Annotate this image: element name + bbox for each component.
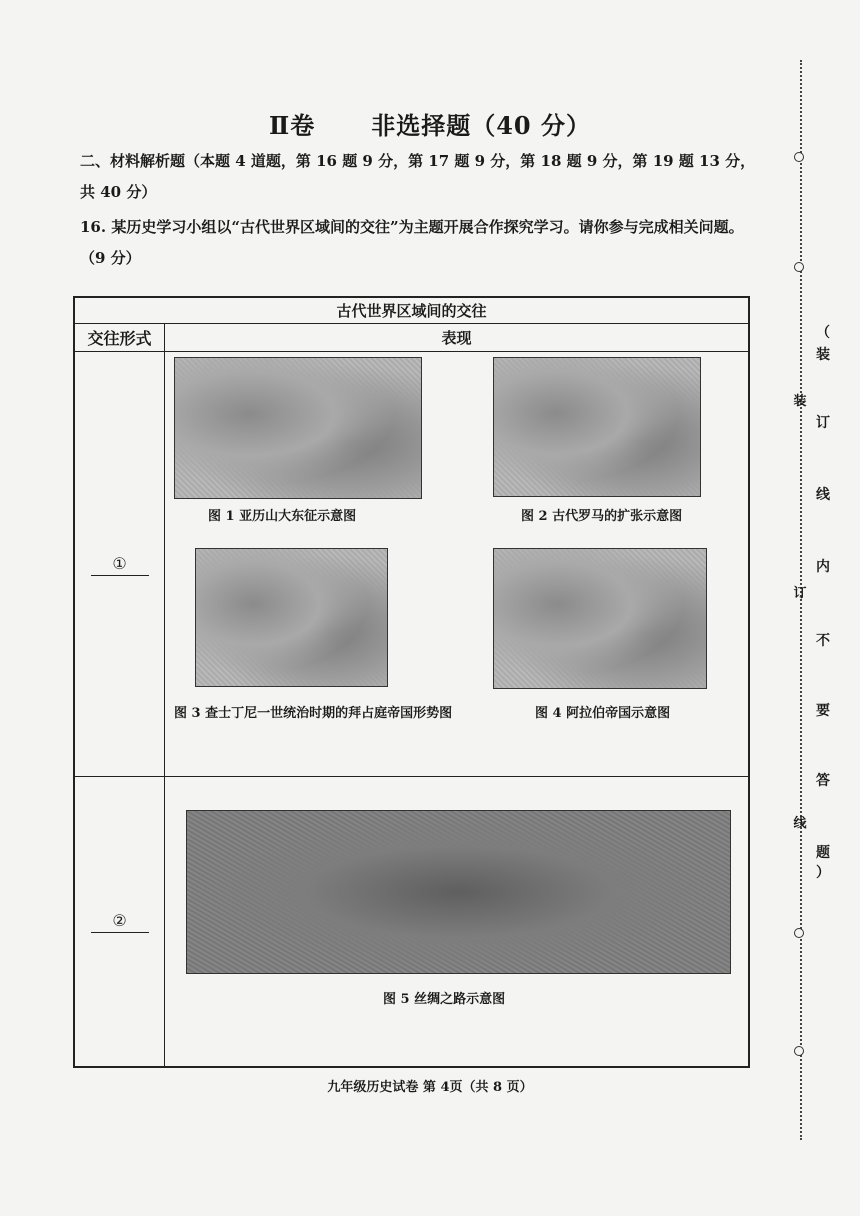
map-byzantine-image xyxy=(195,548,388,687)
margin-char: （ xyxy=(816,325,830,341)
figure-caption-3: 图 3 查士丁尼一世统治时期的拜占庭帝国形势图 xyxy=(174,706,453,722)
binding-hole-icon xyxy=(794,928,804,938)
figure-caption-1: 图 1 亚历山大东征示意图 xyxy=(208,509,357,525)
section-title xyxy=(0,106,860,141)
margin-char: 装 xyxy=(816,347,830,363)
binding-hole-icon xyxy=(794,262,804,272)
page-footer: 九年级历史试卷 第 4页（共 8 页） xyxy=(327,1080,533,1095)
column-header-show: 表现 xyxy=(165,324,750,352)
figures-cell-2 xyxy=(165,776,750,1067)
figure-caption-5: 图 5 丝绸之路示意图 xyxy=(383,991,506,1007)
margin-char-inner: 装 xyxy=(793,394,807,409)
margin-char: 不 xyxy=(816,633,830,649)
binding-hole-icon xyxy=(794,1046,804,1056)
column-header-form: 交往形式 xyxy=(74,324,165,352)
figures-cell-1 xyxy=(165,352,750,777)
margin-char: 订 xyxy=(816,415,830,431)
instructions: 二、材料解析题（本题 4 道题，第 16 题 9 分，第 17 题 9 分，第 18 题 9 分，第 19 题 13 分，共 40 分） xyxy=(80,152,756,201)
table-row xyxy=(74,352,165,777)
table-title: 古代世界区域间的交往 xyxy=(74,297,749,324)
binding-hole-icon xyxy=(794,152,804,162)
margin-char: 内 xyxy=(816,559,830,575)
map-silk-road-image xyxy=(186,810,731,974)
margin-char: 答 xyxy=(816,773,830,789)
margin-char: 题 xyxy=(816,845,830,861)
question-16: 16. 某历史学习小组以“古代世界区域间的交往”为主题开展合作探究学习。请你参与完成相关问题。（9 分） xyxy=(80,218,744,267)
map-rome-image xyxy=(493,357,701,497)
answer-blank-2[interactable]: ② xyxy=(91,910,149,933)
figure-caption-4: 图 4 阿拉伯帝国示意图 xyxy=(535,706,671,722)
margin-char-inner: 订 xyxy=(793,586,807,601)
section-label: Ⅱ卷 xyxy=(269,111,316,140)
answer-blank-1[interactable]: ① xyxy=(91,553,149,576)
section-heading: 非选择题（40 分） xyxy=(371,111,591,140)
exchange-table xyxy=(73,296,750,1068)
margin-char: 要 xyxy=(816,703,830,719)
margin-char: 线 xyxy=(816,487,830,503)
figure-caption-2: 图 2 古代罗马的扩张示意图 xyxy=(521,509,683,525)
margin-char-inner: 线 xyxy=(793,816,807,831)
map-arab-image xyxy=(493,548,707,689)
margin-char: ） xyxy=(816,865,830,881)
table-row xyxy=(74,776,165,1067)
map-alexander-image xyxy=(174,357,422,499)
